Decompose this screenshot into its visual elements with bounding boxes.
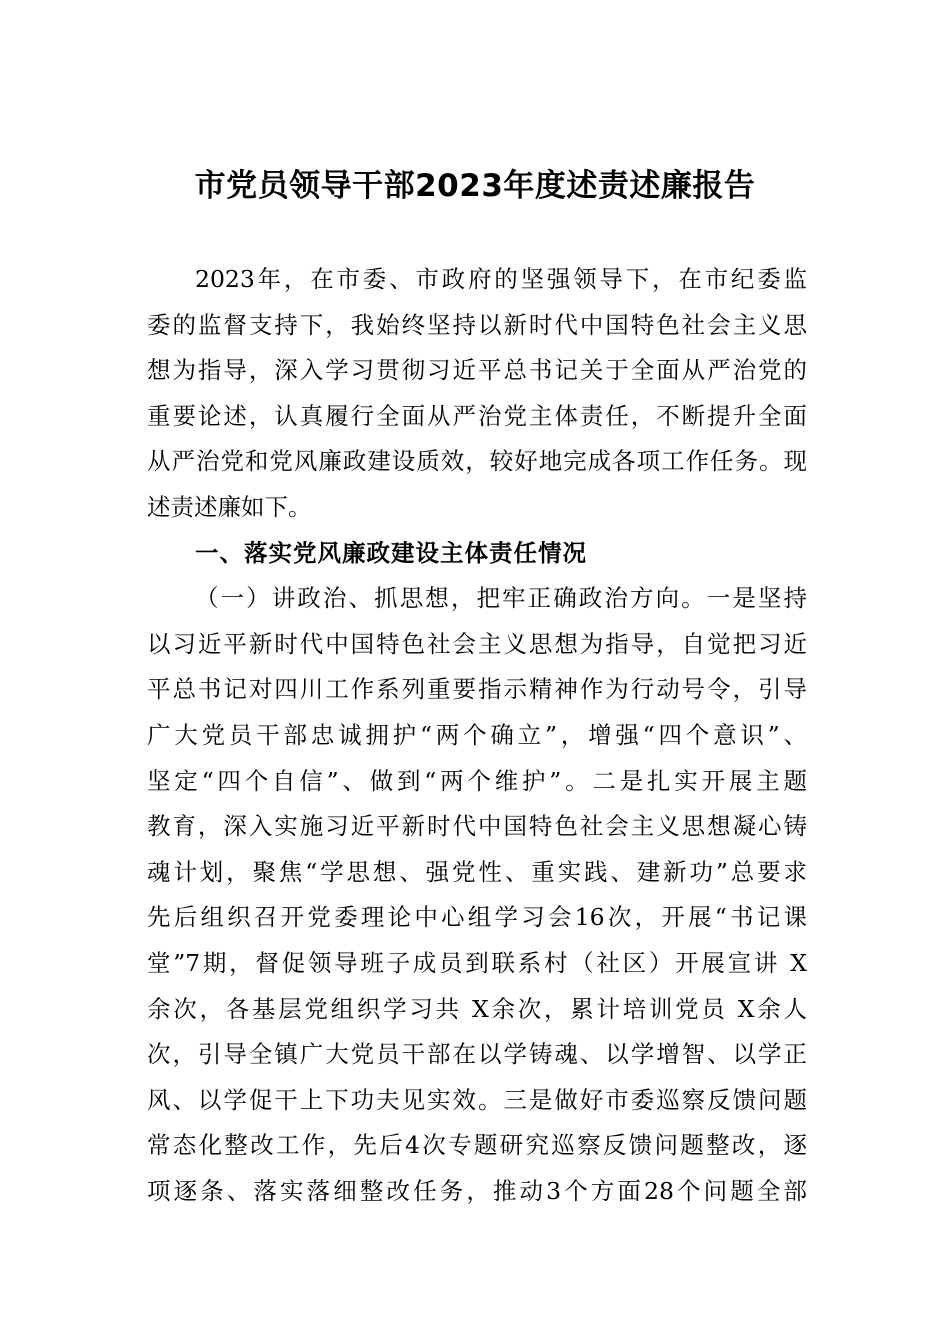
paragraph-line: 委的监督支持下，我始终坚持以新时代中国特色社会主义思	[147, 310, 807, 339]
paragraph-line: 风、以学促干上下功夫见实效。三是做好市委巡察反馈问题	[147, 1085, 807, 1114]
paragraph-line	[147, 576, 807, 622]
paragraph-line: 教育，深入实施习近平新时代中国特色社会主义思想凝心铸	[147, 812, 807, 841]
paragraph-line: 以习近平新时代中国特色社会主义思想为指导，自觉把习近	[147, 629, 807, 658]
paragraph-line: 坚定“四个自信”、做到“两个维护”。二是扎实开展主题	[147, 766, 807, 795]
subsection-label: （一）讲政治、抓思想，把牢正确政治方向。	[195, 584, 707, 613]
subsection-paragraph	[147, 576, 807, 1214]
paragraph-line: 魂计划，聚焦“学思想、强党性、重实践、建新功”总要求	[147, 857, 807, 886]
paragraph-line: 次，引导全镇广大党员干部在以学铸魂、以学增智、以学正	[147, 1040, 807, 1069]
paragraph-line: 平总书记对四川工作系列重要指示精神作为行动号令，引导	[147, 675, 807, 704]
subsection-first-line-text: 一是坚持	[706, 584, 808, 613]
intro-paragraph	[147, 257, 807, 531]
section-heading	[147, 531, 807, 577]
paragraph-line: 先后组织召开党委理论中心组学习会16次，开展“书记课	[147, 903, 807, 932]
paragraph-line: 重要论述，认真履行全面从严治党主体责任，不断提升全面	[147, 401, 807, 430]
paragraph-line: 项逐条、落实落细整改任务，推动3个方面28个问题全部	[147, 1176, 807, 1205]
paragraph-line: 堂”7期，督促领导班子成员到联系村（社区）开展宣讲 X	[147, 948, 807, 977]
document-title: 市党员领导干部2023年度述责述廉报告	[194, 168, 756, 204]
document-body	[147, 257, 807, 1214]
paragraph-line: 想为指导，深入学习贯彻习近平总书记关于全面从严治党的	[147, 356, 807, 385]
paragraph-line: 广大党员干部忠诚拥护“两个确立”，增强“四个意识”、	[147, 720, 807, 749]
paragraph-line: 述责述廉如下。	[147, 492, 312, 521]
paragraph-line: 余次，各基层党组织学习共 X余次，累计培训党员 X余人	[147, 994, 807, 1023]
paragraph-line: 从严治党和党风廉政建设质效，较好地完成各项工作任务。现	[147, 447, 807, 476]
paragraph-line: 常态化整改工作，先后4次专题研究巡察反馈问题整改，逐	[147, 1131, 807, 1160]
section-heading-text: 一、落实党风廉政建设主体责任情况	[195, 538, 587, 567]
paragraph-line: 2023年，在市委、市政府的坚强领导下，在市纪委监	[195, 265, 807, 293]
